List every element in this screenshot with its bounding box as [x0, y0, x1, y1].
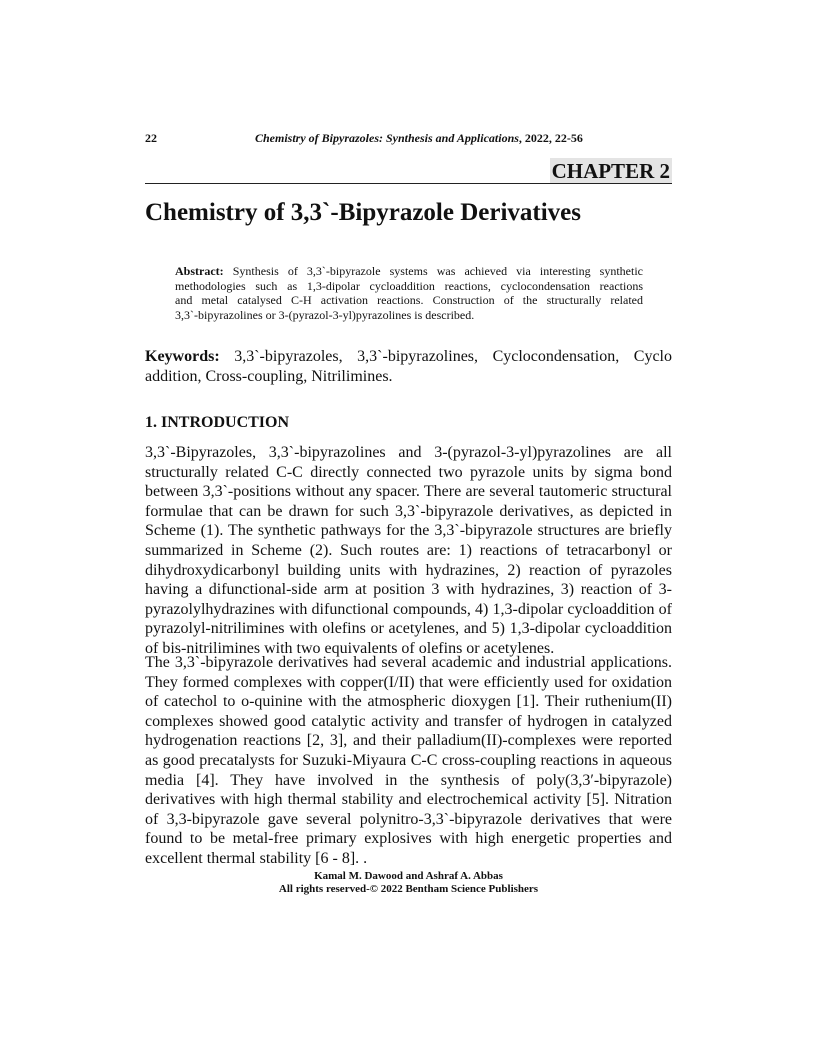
- journal-info: , 2022, 22-56: [518, 131, 583, 145]
- text-line: [145, 347, 672, 367]
- text-line: [175, 264, 643, 279]
- text-line: of 3,3-bipyrazole gave several polynitro-3,3`-bipyrazole derivatives that were: [145, 810, 672, 828]
- text-line: 3,3`-bipyrazolines or 3-(pyrazol-3-yl)pyrazolines is described.: [175, 307, 475, 322]
- header-rule: [145, 183, 672, 184]
- text-line: 3,3`-Bipyrazoles, 3,3`-bipyrazolines and 3-(pyrazol-3-yl)pyrazolines are all: [145, 444, 672, 461]
- journal-name: Chemistry of Bipyrazoles: Synthesis and Applications: [255, 131, 519, 145]
- chapter-title: Chemistry of 3,3`-Bipyrazole Derivatives: [145, 199, 581, 226]
- abstract: [175, 264, 643, 322]
- section-heading: 1. INTRODUCTION: [145, 414, 290, 431]
- text-line: having a difunctional-side arm at position 3 with hydrazines, 3) reaction of 3-: [145, 581, 672, 599]
- text-line: found to be metal-free primary explosives with high energetic properties and: [145, 830, 672, 848]
- text-line: hydrogenation reactions [2, 3], and their palladium(II)-complexes were reported: [145, 732, 672, 750]
- label: Keywords:: [145, 348, 220, 365]
- text-line: complexes showed good catalytic activity and transfer of hydrogen in catalyzed: [145, 712, 672, 730]
- text-line: of catechol to o-quinine with the atmospheric dioxygen [1]. Their ruthenium(II): [145, 693, 672, 711]
- paragraph-1: [145, 443, 672, 659]
- text-line: formulae that can be drawn for such 3,3`-bipyrazole derivatives, as depicted in: [145, 502, 672, 520]
- line-text: Synthesis of 3,3`-bipyrazole systems was achieved via interesting synthetic: [223, 264, 643, 278]
- text-line: derivatives with high thermal stability and electrochemical activity [5]. Nitration: [145, 791, 672, 809]
- page-number: 22: [145, 131, 157, 145]
- footer-copyright: All rights reserved-© 2022 Bentham Science Publishers: [278, 882, 539, 895]
- text-line: media [4]. They have involved in the synthesis of poly(3,3′-bipyrazole): [145, 771, 672, 789]
- text-line: pyrazolylhydrazines with difunctional compounds, 4) 1,3-dipolar cycloaddition of: [145, 600, 672, 618]
- text-line: excellent thermal stability [6 - 8]. .: [145, 849, 368, 867]
- text-line: summarized in Scheme (2). Such routes are: 1) reactions of tetracarbonyl or: [145, 541, 672, 559]
- text-line: and metal catalysed C-H activation reactions. Construction of the structurally related: [175, 293, 643, 308]
- paragraph-2: [145, 653, 672, 869]
- text-line: structurally related C-C directly connected two pyrazole units by sigma bond: [145, 463, 672, 481]
- text-line: of bis-nitrilimines with two equivalents of olefins or acetylenes.: [145, 639, 555, 657]
- text-line: They formed complexes with copper(I/II) that were efficiently used for oxidation: [145, 673, 672, 691]
- footer: [145, 870, 672, 895]
- text-line: The 3,3`-bipyrazole derivatives had several academic and industrial applications.: [145, 654, 672, 671]
- text-line: addition, Cross-coupling, Nitrilimines.: [145, 367, 393, 385]
- text-line: methodologies such as 1,3-dipolar cycloaddition reactions, cyclocondensation reactions: [175, 278, 643, 293]
- text-line: dihydroxydicarbonyl building units with hydrazines, 2) reaction of pyrazoles: [145, 561, 672, 579]
- keywords: [145, 347, 672, 386]
- label: Abstract:: [175, 264, 224, 278]
- text-line: pyrazolyl-nitrilimines with olefins or acetylenes, and 5) 1,3-dipolar cycloaddition: [145, 620, 672, 638]
- text-line: as good precatalysts for Suzuki-Miyaura C-C cross-coupling reactions in aqueous: [145, 751, 672, 769]
- text-line: Scheme (1). The synthetic pathways for the 3,3`-bipyrazole structures are briefly: [145, 522, 672, 540]
- chapter-label: CHAPTER 2: [551, 159, 670, 183]
- journal-title: [255, 131, 583, 146]
- footer-authors: Kamal M. Dawood and Ashraf A. Abbas: [314, 870, 503, 882]
- line-text: 3,3`-bipyrazoles, 3,3`-bipyrazolines, Cyclocondensation, Cyclo: [219, 348, 672, 365]
- text-line: between 3,3`-positions without any spacer. There are several tautomeric structural: [145, 483, 672, 501]
